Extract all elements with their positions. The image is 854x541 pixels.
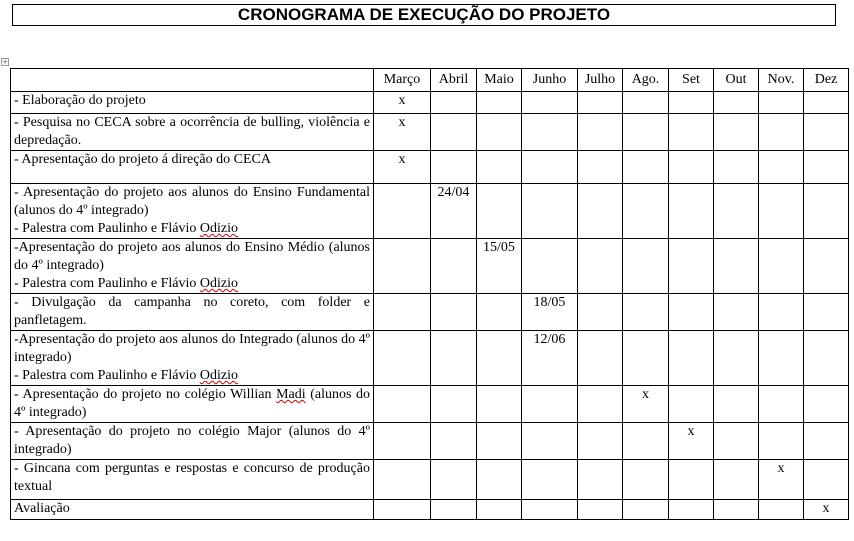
schedule-mark-cell [623,184,669,239]
schedule-mark-cell [431,92,477,114]
schedule-mark-cell [669,239,714,294]
schedule-mark-cell [623,460,669,500]
schedule-mark-cell [578,500,623,520]
schedule-mark-cell: 24/04 [431,184,477,239]
schedule-mark-cell [477,331,522,386]
activity-line: - Elaboração do projeto [14,93,146,108]
schedule-mark-cell [374,184,431,239]
schedule-mark-cell: x [804,500,849,520]
schedule-mark-cell [669,151,714,184]
schedule-mark-cell [669,331,714,386]
table-row [11,114,849,151]
schedule-mark-cell [522,500,578,520]
schedule-mark-cell [669,294,714,331]
schedule-mark-cell [578,114,623,151]
table-row [11,92,849,114]
schedule-mark-cell: 12/06 [522,331,578,386]
activity-line: - Palestra com Paulinho e Flávio Odizio [14,368,238,383]
schedule-mark-cell: 15/05 [477,239,522,294]
schedule-mark-cell [714,331,759,386]
activity-line: - Pesquisa no CECA sobre a ocorrência de bulling, violência e depredação. [14,115,370,148]
schedule-mark-cell [522,151,578,184]
month-header: Ago. [623,69,669,92]
table-row [11,184,849,239]
schedule-mark-cell: x [374,92,431,114]
month-header: Abril [431,69,477,92]
schedule-mark-cell [714,500,759,520]
schedule-mark-cell [578,331,623,386]
schedule-mark-cell [669,114,714,151]
table-row [11,423,849,460]
schedule-mark-cell [669,92,714,114]
month-header: Nov. [759,69,804,92]
schedule-mark-cell [669,500,714,520]
schedule-mark-cell [374,423,431,460]
schedule-mark-cell [759,386,804,423]
schedule-mark-cell [431,500,477,520]
schedule-mark-cell: 18/05 [522,294,578,331]
activity-line: - Palestra com Paulinho e Flávio Odizio [14,276,238,291]
schedule-mark-cell [431,151,477,184]
schedule-mark-cell [714,92,759,114]
schedule-mark-cell [714,386,759,423]
schedule-mark-cell [623,114,669,151]
schedule-mark-cell [759,239,804,294]
schedule-mark-cell [477,423,522,460]
activity-cell [11,423,374,460]
activity-cell [11,331,374,386]
schedule-mark-cell [623,500,669,520]
schedule-mark-cell [759,331,804,386]
activity-cell [11,239,374,294]
schedule-mark-cell [431,331,477,386]
schedule-mark-cell [477,460,522,500]
schedule-mark-cell [522,239,578,294]
schedule-mark-cell [714,294,759,331]
schedule-mark-cell [578,151,623,184]
month-header: Set [669,69,714,92]
activity-line: - Apresentação do projeto no colégio Major (alunos do 4º integrado) [14,424,370,457]
schedule-mark-cell [714,460,759,500]
schedule-mark-cell [522,92,578,114]
schedule-mark-cell [431,460,477,500]
schedule-mark-cell [804,92,849,114]
month-header: Julho [578,69,623,92]
schedule-mark-cell [759,151,804,184]
schedule-mark-cell [374,386,431,423]
schedule-mark-cell [477,92,522,114]
schedule-mark-cell [759,423,804,460]
schedule-mark-cell [374,500,431,520]
schedule-mark-cell [522,386,578,423]
schedule-mark-cell [431,114,477,151]
schedule-mark-cell [623,423,669,460]
schedule-mark-cell [804,294,849,331]
activity-line: -Apresentação do projeto aos alunos do Ensino Médio (alunos do 4º integrado) [14,240,370,273]
schedule-mark-cell [714,423,759,460]
schedule-mark-cell [477,184,522,239]
table-move-handle-icon[interactable]: + [2,58,8,66]
activity-cell [11,92,374,114]
schedule-mark-cell [477,114,522,151]
activity-line: - Palestra com Paulinho e Flávio Odizio [14,221,238,236]
schedule-mark-cell [669,184,714,239]
schedule-mark-cell: x [759,460,804,500]
schedule-mark-cell [759,114,804,151]
schedule-mark-cell: x [374,151,431,184]
schedule-mark-cell [623,239,669,294]
activity-line: - Apresentação do projeto no colégio Willian Madi (alunos do 4º integrado) [14,387,371,420]
schedule-mark-cell [804,423,849,460]
schedule-mark-cell [623,92,669,114]
schedule-mark-cell: x [669,423,714,460]
schedule-mark-cell [714,151,759,184]
schedule-mark-cell [804,460,849,500]
schedule-mark-cell [522,460,578,500]
schedule-mark-cell [578,460,623,500]
schedule-mark-cell [578,239,623,294]
activity-line: - Divulgação da campanha no coreto, com folder e panfletagem. [14,295,370,328]
schedule-mark-cell [759,294,804,331]
activity-line: - Gincana com perguntas e respostas e concurso de produção textual [14,461,370,494]
schedule-mark-cell [714,114,759,151]
table-row [11,460,849,500]
schedule-mark-cell [804,239,849,294]
schedule-mark-cell [374,331,431,386]
month-header: Junho [522,69,578,92]
activity-line: - Apresentação do projeto á direção do CECA [14,152,271,167]
schedule-table [10,68,849,520]
table-row [11,294,849,331]
activity-cell [11,151,374,184]
table-row [11,239,849,294]
schedule-mark-cell [669,386,714,423]
table-row [11,331,849,386]
activity-cell [11,460,374,500]
schedule-mark-cell [578,423,623,460]
schedule-mark-cell [759,92,804,114]
schedule-mark-cell [714,184,759,239]
schedule-mark-cell [374,294,431,331]
schedule-mark-cell [522,184,578,239]
schedule-mark-cell [804,184,849,239]
schedule-mark-cell [578,184,623,239]
schedule-mark-cell [431,239,477,294]
activity-line: - Apresentação do projeto aos alunos do Ensino Fundamental (alunos do 4º integrado) [14,185,370,218]
schedule-mark-cell [804,386,849,423]
activity-cell [11,500,374,520]
schedule-mark-cell [477,500,522,520]
schedule-mark-cell [578,92,623,114]
table-row [11,151,849,184]
schedule-mark-cell [804,114,849,151]
month-header: Março [374,69,431,92]
activity-line: -Apresentação do projeto aos alunos do Integrado (alunos do 4º integrado) [14,332,370,365]
table-row [11,386,849,423]
schedule-mark-cell [374,239,431,294]
schedule-mark-cell [374,460,431,500]
schedule-mark-cell [804,331,849,386]
page-title: CRONOGRAMA DE EXECUÇÃO DO PROJETO [12,4,836,26]
month-header: Maio [477,69,522,92]
table-row [11,500,849,520]
schedule-mark-cell [522,423,578,460]
schedule-mark-cell [477,386,522,423]
schedule-mark-cell [431,386,477,423]
activity-cell [11,386,374,423]
activity-cell [11,294,374,331]
activity-cell [11,184,374,239]
schedule-mark-cell [578,294,623,331]
schedule-body [11,92,849,520]
schedule-mark-cell [623,294,669,331]
schedule-mark-cell [522,114,578,151]
activity-cell [11,114,374,151]
schedule-mark-cell [669,460,714,500]
activity-header [11,69,374,92]
schedule-mark-cell [759,500,804,520]
schedule-mark-cell [477,151,522,184]
month-header: Out [714,69,759,92]
schedule-mark-cell [477,294,522,331]
activity-line: Avaliação [14,501,70,516]
schedule-mark-cell: x [374,114,431,151]
schedule-mark-cell [431,423,477,460]
schedule-mark-cell [578,386,623,423]
schedule-mark-cell [431,294,477,331]
month-header: Dez [804,69,849,92]
schedule-mark-cell [623,331,669,386]
schedule-mark-cell [623,151,669,184]
schedule-mark-cell [714,239,759,294]
table-header-row [11,69,849,92]
schedule-mark-cell [804,151,849,184]
schedule-mark-cell [759,184,804,239]
schedule-mark-cell: x [623,386,669,423]
